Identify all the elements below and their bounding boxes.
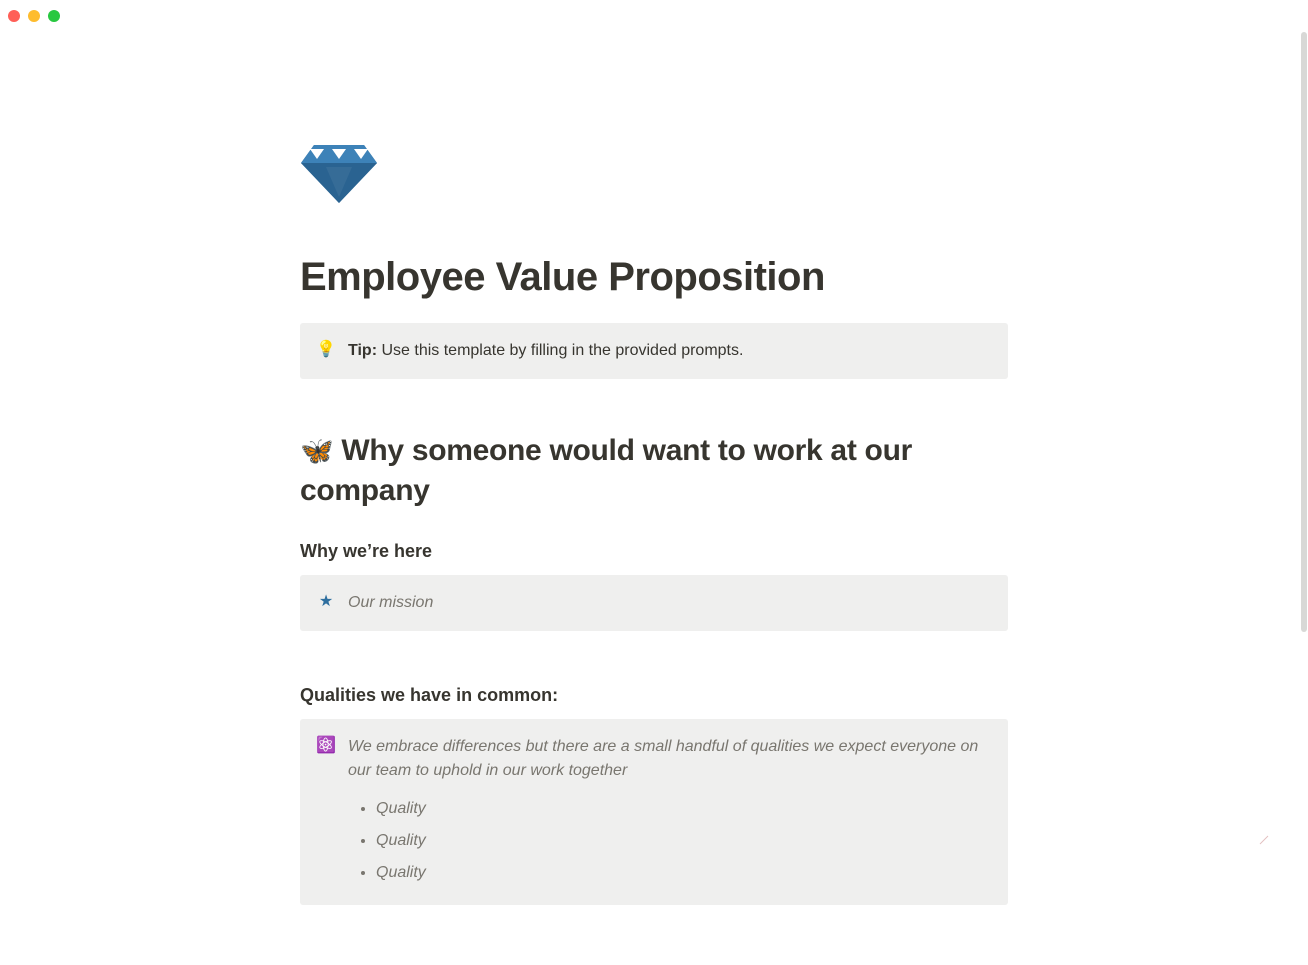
minimize-window-button[interactable] [28,10,40,22]
atom-icon: ⚛️ [316,737,336,754]
window-titlebar [0,0,1308,32]
section-heading-text: Why someone would want to work at our company [300,434,912,507]
list-item[interactable]: • Quality [376,825,992,857]
qualities-placeholder[interactable]: We embrace differences but there are a small handful of qualities we expect everyone on our team to uphold in our work together [348,738,979,779]
tip-callout[interactable] [300,323,1008,379]
tip-text: Use this template by filling in the provided prompts. [377,342,744,359]
lightbulb-icon: 💡 [316,341,336,358]
mission-placeholder[interactable]: Our mission [348,594,434,611]
gem-icon[interactable] [300,137,378,207]
spacer [300,631,1008,683]
subheading-why-were-here[interactable]: Why we’re here [300,541,433,561]
document-scroll-area[interactable] [0,32,1308,881]
qualities-list [348,793,992,889]
traffic-light-group [8,10,60,22]
document-content [300,32,1008,965]
butterfly-icon: 🦋 [300,436,334,466]
mission-callout[interactable] [300,575,1008,631]
spacer [300,379,1008,431]
maximize-window-button[interactable] [48,10,60,22]
page-title[interactable]: Employee Value Proposition [300,255,825,299]
section-heading[interactable] [300,431,1008,511]
scrollbar-thumb[interactable] [1301,32,1307,632]
resize-handle[interactable] [1260,831,1268,839]
list-item[interactable]: • Quality [376,857,992,889]
star-icon: ★ [318,593,334,610]
qualities-callout[interactable] [300,719,1008,905]
tip-label: Tip: [348,342,378,359]
subheading-qualities[interactable]: Qualities we have in common: [300,685,559,705]
vertical-scrollbar[interactable] [1300,32,1308,851]
list-item[interactable]: • Quality [376,793,992,825]
close-window-button[interactable] [8,10,20,22]
tip-callout-text [348,339,743,363]
